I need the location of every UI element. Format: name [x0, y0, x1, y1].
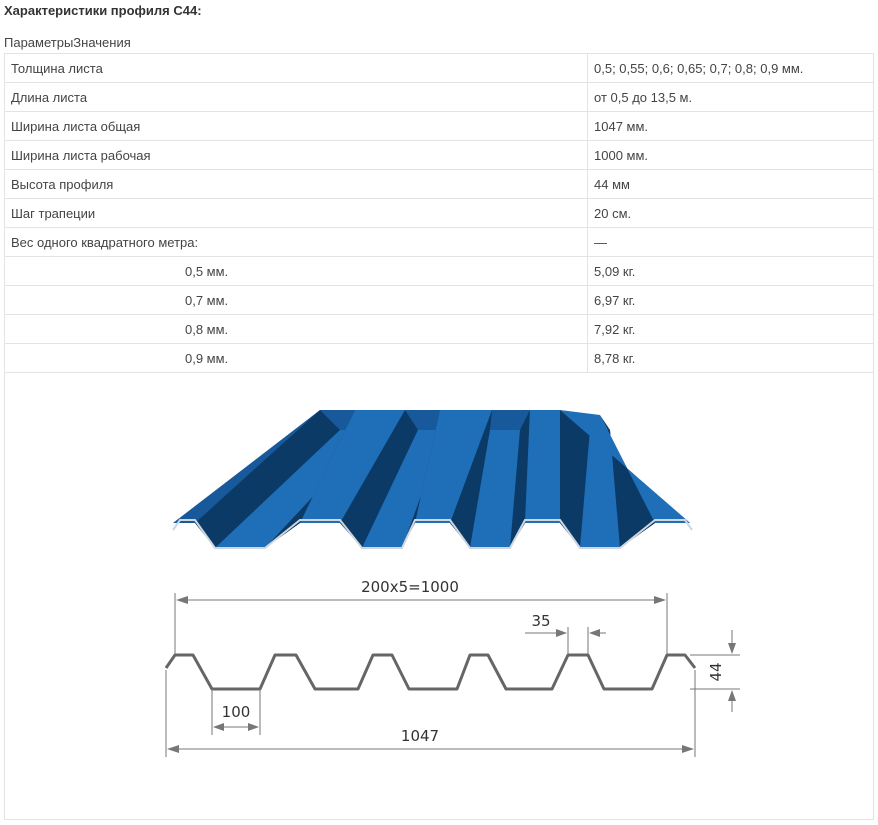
param-cell: Ширина листа рабочая — [5, 141, 588, 170]
arrow-icon — [728, 643, 736, 654]
param-cell: 0,5 мм. — [5, 257, 588, 286]
arrow-icon — [213, 723, 224, 731]
dim-height: 44 — [707, 662, 725, 682]
dim-total-working: 200x5=1000 — [361, 578, 459, 596]
profile-section-line — [166, 655, 695, 689]
profile-section-drawing — [166, 578, 740, 757]
arrow-icon — [167, 745, 179, 753]
value-cell: 8,78 кг. — [588, 344, 874, 373]
dim-bottom-flat: 100 — [221, 703, 251, 721]
arrow-icon — [248, 723, 259, 731]
value-cell: от 0,5 до 13,5 м. — [588, 83, 874, 112]
dim-top-flat: 35 — [531, 612, 551, 630]
value-cell: 0,5; 0,55; 0,6; 0,65; 0,7; 0,8; 0,9 мм. — [588, 54, 874, 83]
value-cell: 5,09 кг. — [588, 257, 874, 286]
arrow-icon — [682, 745, 694, 753]
dim-total-width: 1047 — [400, 727, 440, 745]
param-cell: Толщина листа — [5, 54, 588, 83]
page-title: Характеристики профиля С44: — [4, 3, 202, 18]
arrow-icon — [556, 629, 567, 637]
rib-face — [525, 410, 560, 523]
param-cell: 0,7 мм. — [5, 286, 588, 315]
arrow-icon — [176, 596, 188, 604]
sheet-3d-illustration — [173, 410, 692, 548]
value-cell: 1047 мм. — [588, 112, 874, 141]
value-cell: 20 см. — [588, 199, 874, 228]
arrow-icon — [728, 690, 736, 701]
value-cell: 6,97 кг. — [588, 286, 874, 315]
param-cell: Ширина листа общая — [5, 112, 588, 141]
param-cell: Длина листа — [5, 83, 588, 112]
value-cell: 7,92 кг. — [588, 315, 874, 344]
table-caption: ПараметрыЗначения — [4, 35, 131, 50]
value-cell: — — [588, 228, 874, 257]
param-cell: Вес одного квадратного метра: — [5, 228, 588, 257]
value-cell: 1000 мм. — [588, 141, 874, 170]
param-cell: Шаг трапеции — [5, 199, 588, 228]
param-cell: 0,9 мм. — [5, 344, 588, 373]
value-cell: 44 мм — [588, 170, 874, 199]
arrow-icon — [589, 629, 600, 637]
param-cell: Высота профиля — [5, 170, 588, 199]
arrow-icon — [654, 596, 666, 604]
param-cell: 0,8 мм. — [5, 315, 588, 344]
